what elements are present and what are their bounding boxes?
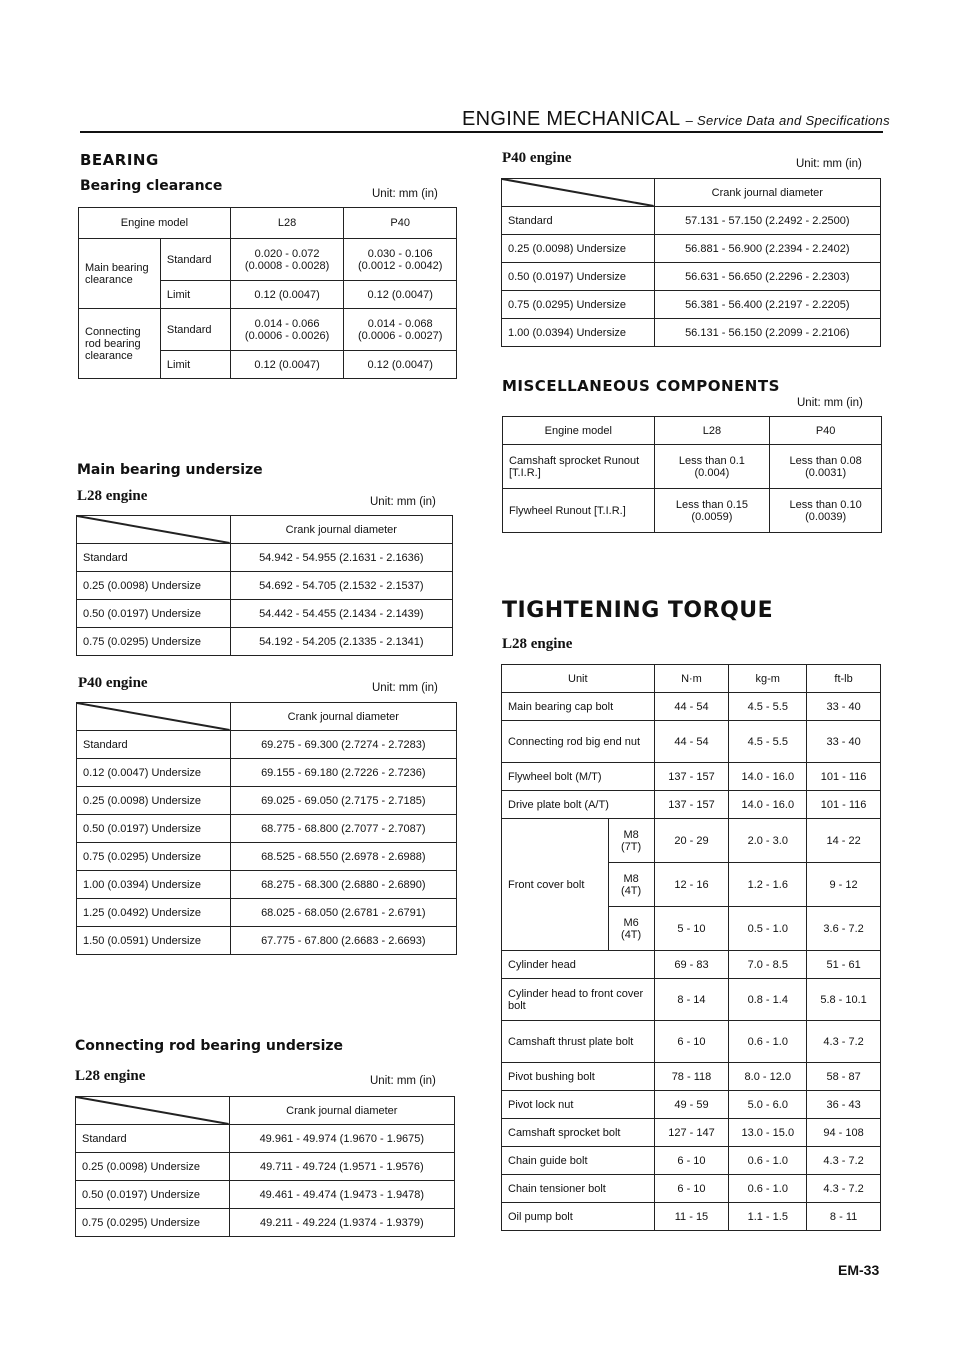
torque-ftlb: 94 - 108 bbox=[807, 1119, 881, 1147]
torque-ftlb: 3.6 - 7.2 bbox=[807, 907, 881, 951]
table-row bbox=[502, 721, 881, 763]
p40-conn-table bbox=[501, 178, 881, 347]
diagonal-header-cell bbox=[502, 179, 655, 207]
torque-kgm: 0.6 - 1.0 bbox=[729, 1021, 807, 1063]
torque-nm: 6 - 10 bbox=[654, 1021, 729, 1063]
conn-lim-l28: 0.12 (0.0047) bbox=[230, 351, 344, 379]
torque-nm: 12 - 16 bbox=[654, 863, 729, 907]
torque-item-label: Camshaft sprocket bolt bbox=[502, 1119, 655, 1147]
col-nm: N·m bbox=[654, 665, 729, 693]
header-title: ENGINE MECHANICAL bbox=[462, 108, 680, 130]
torque-table bbox=[501, 664, 881, 1231]
p40-conn-unit: Unit: mm (in) bbox=[796, 158, 862, 170]
torque-ftlb: 5.8 - 10.1 bbox=[807, 979, 881, 1021]
col-engine-model: Engine model bbox=[503, 417, 655, 445]
table-row bbox=[502, 263, 881, 291]
torque-header-row bbox=[502, 665, 881, 693]
misc-heading: MISCELLANEOUS COMPONENTS bbox=[502, 377, 780, 395]
p40-conn-engine: P40 engine bbox=[502, 150, 572, 166]
torque-ftlb: 4.3 - 7.2 bbox=[807, 1021, 881, 1063]
torque-item-label: Flywheel bolt (M/T) bbox=[502, 763, 655, 791]
row-value: 67.775 - 67.800 (2.6683 - 2.6693) bbox=[230, 927, 456, 955]
torque-item-label: Drive plate bolt (A/T) bbox=[502, 791, 655, 819]
table-row bbox=[76, 1181, 455, 1209]
table-row bbox=[502, 319, 881, 347]
torque-item-label: Pivot lock nut bbox=[502, 1091, 655, 1119]
torque-ftlb: 36 - 43 bbox=[807, 1091, 881, 1119]
row-value: 49.211 - 49.224 (1.9374 - 1.9379) bbox=[229, 1209, 454, 1237]
misc-l28-value: Less than 0.1 (0.004) bbox=[654, 445, 770, 489]
torque-engine: L28 engine bbox=[502, 636, 573, 652]
conn-lim-p40: 0.12 (0.0047) bbox=[344, 351, 457, 379]
row-value: 49.711 - 49.724 (1.9571 - 1.9576) bbox=[229, 1153, 454, 1181]
torque-nm: 44 - 54 bbox=[654, 721, 729, 763]
torque-nm: 8 - 14 bbox=[654, 979, 729, 1021]
torque-nm: 137 - 157 bbox=[654, 763, 729, 791]
row-value: 69.155 - 69.180 (2.7226 - 2.7236) bbox=[230, 759, 456, 787]
torque-nm: 5 - 10 bbox=[654, 907, 729, 951]
misc-table bbox=[502, 416, 882, 533]
torque-kgm: 7.0 - 8.5 bbox=[729, 951, 807, 979]
row-label: 0.50 (0.0197) Undersize bbox=[76, 1181, 230, 1209]
conn-rod-bearing-label: Connecting rod bearing clearance bbox=[79, 309, 161, 379]
table-row bbox=[76, 1153, 455, 1181]
table-row bbox=[77, 843, 457, 871]
row-value: 68.775 - 68.800 (2.7077 - 2.7087) bbox=[230, 815, 456, 843]
col-engine-model: Engine model bbox=[79, 208, 231, 239]
misc-row-label: Camshaft sprocket Runout [T.I.R.] bbox=[503, 445, 655, 489]
row-value: 68.275 - 68.300 (2.6880 - 2.6890) bbox=[230, 871, 456, 899]
diagonal-header-cell bbox=[77, 516, 231, 544]
torque-item-label: Chain tensioner bolt bbox=[502, 1175, 655, 1203]
torque-item-label: Cylinder head to front cover bolt bbox=[502, 979, 655, 1021]
row-label: 0.25 (0.0098) Undersize bbox=[77, 787, 231, 815]
torque-item-label: Camshaft thrust plate bolt bbox=[502, 1021, 655, 1063]
torque-item-label: Oil pump bolt bbox=[502, 1203, 655, 1231]
table-row bbox=[502, 291, 881, 319]
row-value: 56.131 - 56.150 (2.2099 - 2.2106) bbox=[654, 319, 880, 347]
row-value: 56.631 - 56.650 (2.2296 - 2.2303) bbox=[654, 263, 880, 291]
table-row bbox=[502, 1147, 881, 1175]
col-l28: L28 bbox=[230, 208, 344, 239]
col-crank-journal: Crank journal diameter bbox=[230, 703, 456, 731]
misc-row-label: Flywheel Runout [T.I.R.] bbox=[503, 489, 655, 533]
table-row bbox=[502, 1175, 881, 1203]
table-row bbox=[502, 951, 881, 979]
header-rule bbox=[80, 131, 883, 133]
row-label: 1.25 (0.0492) Undersize bbox=[77, 899, 231, 927]
col-p40: P40 bbox=[770, 417, 882, 445]
col-l28: L28 bbox=[654, 417, 770, 445]
table-row bbox=[76, 1209, 455, 1237]
row-value: 57.131 - 57.150 (2.2492 - 2.2500) bbox=[654, 207, 880, 235]
row-label: 0.75 (0.0295) Undersize bbox=[77, 628, 231, 656]
table-row bbox=[77, 600, 453, 628]
torque-ftlb: 33 - 40 bbox=[807, 693, 881, 721]
conn-standard-label: Standard bbox=[160, 309, 230, 351]
main-undersize-p40-engine: P40 engine bbox=[78, 675, 148, 691]
row-label: 0.75 (0.0295) Undersize bbox=[502, 291, 655, 319]
torque-nm: 44 - 54 bbox=[654, 693, 729, 721]
conn-std-p40: 0.014 - 0.068 (0.0006 - 0.0027) bbox=[344, 309, 457, 351]
table-row bbox=[502, 1021, 881, 1063]
table-row bbox=[502, 791, 881, 819]
main-std-l28: 0.020 - 0.072 (0.0008 - 0.0028) bbox=[230, 239, 344, 281]
col-kgm: kg-m bbox=[729, 665, 807, 693]
torque-ftlb: 33 - 40 bbox=[807, 721, 881, 763]
diagonal-header-cell bbox=[76, 1097, 230, 1125]
row-label: 1.50 (0.0591) Undersize bbox=[77, 927, 231, 955]
torque-ftlb: 101 - 116 bbox=[807, 791, 881, 819]
main-limit-label: Limit bbox=[160, 281, 230, 309]
torque-nm: 69 - 83 bbox=[654, 951, 729, 979]
table-row bbox=[77, 544, 453, 572]
conn-undersize-table bbox=[75, 1096, 455, 1237]
table-row bbox=[503, 489, 882, 533]
main-undersize-p40-table bbox=[76, 702, 457, 955]
main-undersize-p40-unit: Unit: mm (in) bbox=[372, 682, 438, 694]
bearing-clearance-unit: Unit: mm (in) bbox=[372, 188, 438, 200]
torque-kgm: 4.5 - 5.5 bbox=[729, 721, 807, 763]
row-label: Standard bbox=[77, 544, 231, 572]
row-value: 56.381 - 56.400 (2.2197 - 2.2205) bbox=[654, 291, 880, 319]
main-undersize-l28-table bbox=[76, 515, 453, 656]
main-undersize-heading: Main bearing undersize bbox=[77, 462, 263, 478]
row-label: 0.50 (0.0197) Undersize bbox=[77, 815, 231, 843]
main-undersize-l28-unit: Unit: mm (in) bbox=[370, 496, 436, 508]
col-crank-journal: Crank journal diameter bbox=[654, 179, 880, 207]
row-value: 54.192 - 54.205 (2.1335 - 2.1341) bbox=[230, 628, 452, 656]
row-label: 0.50 (0.0197) Undersize bbox=[77, 600, 231, 628]
torque-kgm: 0.5 - 1.0 bbox=[729, 907, 807, 951]
table-row bbox=[77, 731, 457, 759]
page-number: EM-33 bbox=[838, 1262, 880, 1278]
main-std-p40: 0.030 - 0.106 (0.0012 - 0.0042) bbox=[344, 239, 457, 281]
main-undersize-l28-engine: L28 engine bbox=[77, 488, 148, 504]
table-row bbox=[502, 207, 881, 235]
row-value: 54.692 - 54.705 (2.1532 - 2.1537) bbox=[230, 572, 452, 600]
table-row bbox=[77, 759, 457, 787]
row-label: 0.75 (0.0295) Undersize bbox=[77, 843, 231, 871]
torque-ftlb: 8 - 11 bbox=[807, 1203, 881, 1231]
row-label: 1.00 (0.0394) Undersize bbox=[77, 871, 231, 899]
torque-ftlb: 9 - 12 bbox=[807, 863, 881, 907]
row-label: 0.25 (0.0098) Undersize bbox=[502, 235, 655, 263]
conn-undersize-heading: Connecting rod bearing undersize bbox=[75, 1038, 344, 1054]
bolt-grade: M8 (7T) bbox=[608, 819, 654, 863]
table-row bbox=[77, 899, 457, 927]
torque-item-label: Main bearing cap bolt bbox=[502, 693, 655, 721]
row-value: 54.442 - 54.455 (2.1434 - 2.1439) bbox=[230, 600, 452, 628]
table-row bbox=[502, 763, 881, 791]
table-row bbox=[77, 927, 457, 955]
table-row bbox=[502, 235, 881, 263]
row-value: 69.275 - 69.300 (2.7274 - 2.7283) bbox=[230, 731, 456, 759]
torque-item-label: Cylinder head bbox=[502, 951, 655, 979]
row-value: 49.961 - 49.974 (1.9670 - 1.9675) bbox=[229, 1125, 454, 1153]
front-cover-label: Front cover bolt bbox=[502, 819, 609, 951]
torque-ftlb: 4.3 - 7.2 bbox=[807, 1175, 881, 1203]
torque-heading: TIGHTENING TORQUE bbox=[502, 598, 774, 623]
torque-kgm: 14.0 - 16.0 bbox=[729, 763, 807, 791]
row-label: 1.00 (0.0394) Undersize bbox=[502, 319, 655, 347]
torque-nm: 49 - 59 bbox=[654, 1091, 729, 1119]
bearing-clearance-heading: Bearing clearance bbox=[80, 178, 223, 194]
torque-kgm: 0.6 - 1.0 bbox=[729, 1175, 807, 1203]
table-row bbox=[502, 819, 881, 863]
torque-ftlb: 51 - 61 bbox=[807, 951, 881, 979]
torque-kgm: 5.0 - 6.0 bbox=[729, 1091, 807, 1119]
bolt-grade: M6 (4T) bbox=[608, 907, 654, 951]
row-label: 0.25 (0.0098) Undersize bbox=[77, 572, 231, 600]
torque-nm: 137 - 157 bbox=[654, 791, 729, 819]
torque-kgm: 4.5 - 5.5 bbox=[729, 693, 807, 721]
col-crank-journal: Crank journal diameter bbox=[230, 516, 452, 544]
misc-l28-value: Less than 0.15 (0.0059) bbox=[654, 489, 770, 533]
main-lim-l28: 0.12 (0.0047) bbox=[230, 281, 344, 309]
conn-undersize-unit: Unit: mm (in) bbox=[370, 1075, 436, 1087]
table-row bbox=[502, 1091, 881, 1119]
torque-item-label: Chain guide bolt bbox=[502, 1147, 655, 1175]
misc-unit: Unit: mm (in) bbox=[797, 397, 863, 409]
torque-item-label: Pivot bushing bolt bbox=[502, 1063, 655, 1091]
misc-p40-value: Less than 0.08 (0.0031) bbox=[770, 445, 882, 489]
torque-kgm: 1.2 - 1.6 bbox=[729, 863, 807, 907]
conn-std-l28: 0.014 - 0.066 (0.0006 - 0.0026) bbox=[230, 309, 344, 351]
table-row bbox=[77, 815, 457, 843]
torque-kgm: 1.1 - 1.5 bbox=[729, 1203, 807, 1231]
row-value: 69.025 - 69.050 (2.7175 - 2.7185) bbox=[230, 787, 456, 815]
row-label: Standard bbox=[76, 1125, 230, 1153]
col-crank-journal: Crank journal diameter bbox=[229, 1097, 454, 1125]
col-unit: Unit bbox=[502, 665, 655, 693]
diagonal-header-cell bbox=[77, 703, 231, 731]
torque-ftlb: 14 - 22 bbox=[807, 819, 881, 863]
torque-kgm: 14.0 - 16.0 bbox=[729, 791, 807, 819]
row-label: 0.12 (0.0047) Undersize bbox=[77, 759, 231, 787]
table-row bbox=[502, 1063, 881, 1091]
main-bearing-label: Main bearing clearance bbox=[79, 239, 161, 309]
torque-nm: 20 - 29 bbox=[654, 819, 729, 863]
row-value: 68.525 - 68.550 (2.6978 - 2.6988) bbox=[230, 843, 456, 871]
table-row bbox=[77, 871, 457, 899]
torque-ftlb: 58 - 87 bbox=[807, 1063, 881, 1091]
row-value: 68.025 - 68.050 (2.6781 - 2.6791) bbox=[230, 899, 456, 927]
torque-kgm: 0.6 - 1.0 bbox=[729, 1147, 807, 1175]
torque-nm: 127 - 147 bbox=[654, 1119, 729, 1147]
row-label: 0.75 (0.0295) Undersize bbox=[76, 1209, 230, 1237]
table-row bbox=[76, 1125, 455, 1153]
bearing-heading: BEARING bbox=[80, 151, 159, 169]
col-p40: P40 bbox=[344, 208, 457, 239]
torque-nm: 78 - 118 bbox=[654, 1063, 729, 1091]
header-subtitle: – Service Data and Specifications bbox=[685, 113, 890, 128]
table-row bbox=[77, 787, 457, 815]
row-label: Standard bbox=[77, 731, 231, 759]
row-label: 0.50 (0.0197) Undersize bbox=[502, 263, 655, 291]
page-header bbox=[462, 108, 890, 131]
main-lim-p40: 0.12 (0.0047) bbox=[344, 281, 457, 309]
torque-nm: 6 - 10 bbox=[654, 1147, 729, 1175]
torque-ftlb: 4.3 - 7.2 bbox=[807, 1147, 881, 1175]
torque-kgm: 0.8 - 1.4 bbox=[729, 979, 807, 1021]
row-value: 56.881 - 56.900 (2.2394 - 2.2402) bbox=[654, 235, 880, 263]
conn-limit-label: Limit bbox=[160, 351, 230, 379]
torque-kgm: 8.0 - 12.0 bbox=[729, 1063, 807, 1091]
torque-item-label: Connecting rod big end nut bbox=[502, 721, 655, 763]
row-label: Standard bbox=[502, 207, 655, 235]
torque-nm: 6 - 10 bbox=[654, 1175, 729, 1203]
torque-kgm: 13.0 - 15.0 bbox=[729, 1119, 807, 1147]
col-ftlb: ft-lb bbox=[807, 665, 881, 693]
table-row bbox=[502, 1203, 881, 1231]
torque-kgm: 2.0 - 3.0 bbox=[729, 819, 807, 863]
bearing-clearance-table bbox=[78, 207, 457, 379]
row-label: 0.25 (0.0098) Undersize bbox=[76, 1153, 230, 1181]
torque-ftlb: 101 - 116 bbox=[807, 763, 881, 791]
table-row bbox=[502, 1119, 881, 1147]
table-row bbox=[503, 445, 882, 489]
main-standard-label: Standard bbox=[160, 239, 230, 281]
conn-undersize-engine: L28 engine bbox=[75, 1068, 146, 1084]
torque-nm: 11 - 15 bbox=[654, 1203, 729, 1231]
table-row bbox=[77, 572, 453, 600]
row-value: 49.461 - 49.474 (1.9473 - 1.9478) bbox=[229, 1181, 454, 1209]
table-row bbox=[77, 628, 453, 656]
row-value: 54.942 - 54.955 (2.1631 - 2.1636) bbox=[230, 544, 452, 572]
misc-p40-value: Less than 0.10 (0.0039) bbox=[770, 489, 882, 533]
table-row bbox=[502, 693, 881, 721]
table-row bbox=[502, 979, 881, 1021]
bolt-grade: M8 (4T) bbox=[608, 863, 654, 907]
